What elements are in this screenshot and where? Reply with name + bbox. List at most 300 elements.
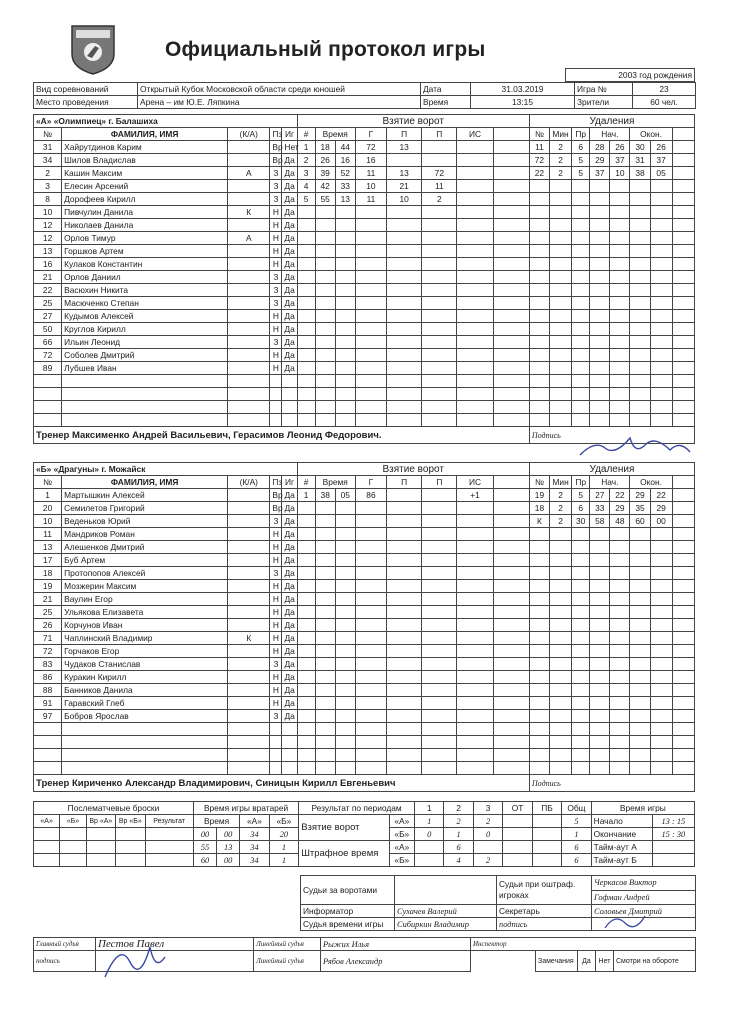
player-position: З	[270, 515, 282, 528]
goal-assist-1	[387, 297, 422, 310]
pen-reason	[572, 388, 590, 401]
player-name	[62, 762, 228, 775]
goal-scorer	[355, 632, 386, 645]
player-name: Соболев Дмитрий	[62, 349, 228, 362]
pen-reason	[572, 580, 590, 593]
player-num: 72	[34, 645, 62, 658]
pen-end-sec	[650, 645, 672, 658]
goal-assist-1	[387, 219, 422, 232]
player-row	[34, 271, 695, 284]
hdr-goal-is: ИС	[457, 476, 493, 489]
pen-end-sec	[650, 710, 672, 723]
player-name: Орлов Тимур	[62, 232, 228, 245]
player-role	[228, 528, 270, 541]
pen-player	[529, 671, 549, 684]
player-row	[34, 167, 695, 180]
player-role: А	[228, 232, 270, 245]
player-row	[34, 388, 695, 401]
player-position: Н	[270, 632, 282, 645]
gk-time-title: Время игры вратарей	[193, 802, 298, 815]
pen-player	[529, 710, 549, 723]
pen-start-min: 33	[590, 502, 610, 515]
pen-start-sec	[610, 723, 630, 736]
player-row	[34, 362, 695, 375]
pen-start-min	[590, 567, 610, 580]
goal-assist-1	[387, 541, 422, 554]
pen-start-min	[590, 219, 610, 232]
pen-start-min	[590, 232, 610, 245]
hdr-goal-p2: П	[422, 476, 457, 489]
pen-reason	[572, 323, 590, 336]
player-row	[34, 515, 695, 528]
pim-label: Штрафное время	[299, 841, 390, 867]
main-ref-label: Главный судья	[34, 938, 96, 951]
goal-situation	[457, 388, 493, 401]
pen-reason	[572, 245, 590, 258]
goal-judges-label: Судьи за воротами	[301, 876, 395, 905]
pen-start-min	[590, 645, 610, 658]
player-row	[34, 141, 695, 154]
pen-end-sec	[650, 414, 672, 427]
player-position	[270, 723, 282, 736]
goal-min	[315, 388, 335, 401]
goal-scorer	[355, 401, 386, 414]
goal-assist-1	[387, 375, 422, 388]
goal-num	[297, 401, 315, 414]
team_a-coach: Тренер Максименко Андрей Васильевич, Герасимов Леонид Федорович.	[34, 427, 530, 444]
goal-scorer	[355, 749, 386, 762]
goals-b-pb	[532, 828, 561, 841]
pen-min	[550, 658, 572, 671]
goal-situation	[457, 710, 493, 723]
goal-sec	[335, 658, 355, 671]
goal-sec	[335, 336, 355, 349]
goal-scorer: 10	[355, 180, 386, 193]
goal-situation	[457, 310, 493, 323]
pen-player	[529, 632, 549, 645]
goal-assist-2	[422, 567, 457, 580]
pen-end-min: 31	[630, 154, 650, 167]
goal-assist-1	[387, 658, 422, 671]
goal-num	[297, 414, 315, 427]
pen-player	[529, 645, 549, 658]
pen-reason	[572, 567, 590, 580]
pen-start-sec	[610, 632, 630, 645]
pen-min: 2	[550, 502, 572, 515]
hdr-pen-start: Нач.	[590, 476, 630, 489]
pen-player	[529, 528, 549, 541]
goal-situation	[457, 180, 493, 193]
player-played	[282, 414, 297, 427]
goal-sec	[335, 219, 355, 232]
goal-assist-2	[422, 554, 457, 567]
pen-reason	[572, 710, 590, 723]
pen-end-sec: 37	[650, 154, 672, 167]
player-row	[34, 541, 695, 554]
goal-scorer	[355, 336, 386, 349]
hdr-pen-num: №	[529, 128, 549, 141]
player-role: К	[228, 206, 270, 219]
player-position: Н	[270, 362, 282, 375]
goal-sec	[335, 375, 355, 388]
player-num: 88	[34, 684, 62, 697]
pen-min: 2	[549, 154, 571, 167]
pen-end-min	[630, 684, 650, 697]
player-role	[228, 375, 270, 388]
pen-end-sec	[650, 619, 672, 632]
pen-start-sec	[610, 567, 630, 580]
pen-min	[549, 284, 571, 297]
goal-num	[297, 671, 315, 684]
player-row	[34, 180, 695, 193]
pen-min	[550, 736, 572, 749]
hdr-ka: (К/А)	[228, 476, 270, 489]
player-played: Да	[282, 180, 297, 193]
goal-num	[297, 697, 315, 710]
pen-min	[550, 619, 572, 632]
pen-start-sec	[610, 388, 630, 401]
coach-a-signature	[575, 430, 695, 462]
pen-player	[529, 593, 549, 606]
player-name: Банников Данила	[62, 684, 228, 697]
pen-start-min	[590, 671, 610, 684]
player-played: Нет	[282, 141, 297, 154]
pen-end-sec	[650, 323, 672, 336]
pen-end-min	[630, 284, 650, 297]
pen-min	[549, 362, 571, 375]
pen-end-min	[630, 375, 650, 388]
gk-row-2-min: 55	[193, 841, 216, 854]
player-row	[34, 154, 695, 167]
goal-min	[315, 606, 335, 619]
player-row	[34, 554, 695, 567]
goals-a-p1: 1	[414, 815, 443, 828]
player-name: Хайрутдинов Карим	[62, 141, 228, 154]
goal-situation	[457, 154, 493, 167]
pen-end-sec: 05	[650, 167, 672, 180]
hdr-num: №	[34, 128, 62, 141]
goal-situation	[457, 167, 493, 180]
goal-assist-1	[387, 245, 422, 258]
pen-min	[550, 567, 572, 580]
pen-start-min	[590, 593, 610, 606]
team-a-table	[33, 114, 695, 444]
player-row	[34, 219, 695, 232]
goal-assist-2	[422, 658, 457, 671]
pen-end-sec	[650, 580, 672, 593]
player-role	[228, 388, 270, 401]
goal-min	[315, 736, 335, 749]
comp-label: Вид соревнований	[34, 83, 138, 96]
goal-num	[297, 502, 315, 515]
timekeeper-sign-label: подпись	[497, 918, 592, 931]
goal-assist-2	[422, 723, 457, 736]
pen-reason	[572, 658, 590, 671]
goal-situation	[457, 593, 493, 606]
line-ref-label-2: Линейный судья	[254, 951, 321, 972]
pen-end-min: 35	[630, 502, 650, 515]
goal-num: 1	[297, 489, 315, 502]
goal-min	[315, 762, 335, 775]
pen-end-min	[630, 180, 650, 193]
player-played: Да	[282, 206, 297, 219]
goal-min	[315, 528, 335, 541]
pen-start-sec	[610, 271, 630, 284]
pen-end-min	[630, 219, 650, 232]
goal-min	[315, 554, 335, 567]
goal-scorer: 16	[355, 154, 386, 167]
pen-start-min	[590, 349, 610, 362]
pen-player	[529, 310, 549, 323]
pen-end-min	[630, 554, 650, 567]
pen-min	[549, 375, 571, 388]
pim-b-pb	[532, 854, 561, 867]
pen-start-min	[590, 684, 610, 697]
goal-sec	[335, 619, 355, 632]
player-played: Да	[282, 154, 297, 167]
goals-a-ot	[503, 815, 532, 828]
timekeeper-label: Судья времени игры	[301, 918, 395, 931]
player-name: Корчунов Иван	[62, 619, 228, 632]
goal-scorer	[355, 284, 386, 297]
goal-scorer: 72	[355, 141, 386, 154]
player-num: 97	[34, 710, 62, 723]
player-position: Вр	[270, 489, 282, 502]
player-played: Да	[282, 271, 297, 284]
player-role	[228, 658, 270, 671]
player-role	[228, 541, 270, 554]
player-num: 66	[34, 336, 62, 349]
pim-b-p3: 2	[473, 854, 502, 867]
pen-min	[550, 580, 572, 593]
goal-num	[297, 258, 315, 271]
goal-sec	[335, 632, 355, 645]
goal-sec	[335, 284, 355, 297]
player-position: Н	[270, 245, 282, 258]
player-played: Да	[282, 658, 297, 671]
player-num	[34, 388, 62, 401]
player-name: Бобров Ярослав	[62, 710, 228, 723]
pen-start-sec	[610, 193, 630, 206]
player-name: Семилетов Григорий	[62, 502, 228, 515]
player-role	[228, 180, 270, 193]
hdr-goal-p2: П	[422, 128, 457, 141]
pen-start-min: 37	[590, 167, 610, 180]
goal-num	[297, 723, 315, 736]
player-played: Да	[282, 697, 297, 710]
gk-row-1-b: 20	[269, 828, 299, 841]
goal-situation	[457, 141, 493, 154]
goal-num: 2	[297, 154, 315, 167]
pen-start-min	[590, 697, 610, 710]
goal-situation	[457, 375, 493, 388]
player-role	[228, 684, 270, 697]
player-role	[228, 154, 270, 167]
goal-sec: 33	[335, 180, 355, 193]
pen-start-sec	[610, 232, 630, 245]
pen-end-sec	[650, 336, 672, 349]
player-name: Кашин Максим	[62, 167, 228, 180]
player-position: Н	[270, 697, 282, 710]
player-position	[270, 375, 282, 388]
pen-end-sec	[650, 658, 672, 671]
pen-min	[550, 762, 572, 775]
player-row	[34, 528, 695, 541]
player-played: Да	[282, 245, 297, 258]
goal-assist-2	[422, 297, 457, 310]
pen-end-min	[630, 762, 650, 775]
goal-sec	[335, 349, 355, 362]
goal-sec	[335, 388, 355, 401]
goal-sec	[335, 710, 355, 723]
pen-reason	[572, 632, 590, 645]
time-value: 13:15	[471, 96, 575, 109]
goal-assist-2	[422, 206, 457, 219]
goal-min	[315, 619, 335, 632]
goals-b-total: 1	[562, 828, 591, 841]
goal-num: 3	[297, 167, 315, 180]
player-name: Николаев Данила	[62, 219, 228, 232]
pen-min: 2	[550, 489, 572, 502]
player-role	[228, 258, 270, 271]
so-a-header: «А»	[34, 815, 60, 828]
spect-value: 60 чел.	[633, 96, 696, 109]
player-row	[34, 375, 695, 388]
player-played: Да	[282, 554, 297, 567]
goal-assist-1	[387, 580, 422, 593]
player-role	[228, 580, 270, 593]
player-role	[228, 362, 270, 375]
player-position: З	[270, 193, 282, 206]
pen-reason	[572, 645, 590, 658]
goal-situation	[457, 749, 493, 762]
goal-min	[315, 323, 335, 336]
player-position	[270, 762, 282, 775]
pen-end-sec	[650, 736, 672, 749]
goal-min	[315, 362, 335, 375]
player-row	[34, 684, 695, 697]
player-num: 22	[34, 284, 62, 297]
pen-start-min	[590, 749, 610, 762]
goal-num	[297, 297, 315, 310]
goal-situation	[457, 684, 493, 697]
goal-min	[315, 658, 335, 671]
player-played: Да	[282, 336, 297, 349]
goal-situation	[457, 258, 493, 271]
goal-num	[297, 580, 315, 593]
birth-year: 2003 год рождения	[566, 69, 695, 82]
goal-situation	[457, 245, 493, 258]
spect-label: Зрители	[575, 96, 633, 109]
player-role	[228, 502, 270, 515]
goal-assist-1	[387, 232, 422, 245]
player-name	[62, 401, 228, 414]
goal-min	[315, 271, 335, 284]
pen-start-sec: 26	[610, 141, 630, 154]
player-num: 3	[34, 180, 62, 193]
goal-min	[315, 723, 335, 736]
goal-assist-1	[387, 258, 422, 271]
pen-end-min	[630, 736, 650, 749]
pen-start-min	[590, 323, 610, 336]
player-row	[34, 232, 695, 245]
ot-header: ОТ	[503, 802, 532, 815]
goal-sec	[335, 245, 355, 258]
gk-time-header: Время	[193, 815, 239, 828]
goal-sec	[335, 697, 355, 710]
goal-assist-2	[422, 671, 457, 684]
player-row	[34, 736, 695, 749]
player-role	[228, 606, 270, 619]
goal-min	[315, 232, 335, 245]
pen-end-min	[630, 658, 650, 671]
pen-end-min	[630, 606, 650, 619]
periods-title: Результат по периодам	[299, 802, 415, 815]
pen-start-sec	[610, 762, 630, 775]
goal-assist-2	[422, 310, 457, 323]
goal-num	[297, 541, 315, 554]
goal-assist-1	[387, 502, 422, 515]
goal-assist-2	[422, 489, 457, 502]
pen-player	[529, 375, 549, 388]
pen-start-sec	[610, 323, 630, 336]
pen-end-sec	[650, 362, 672, 375]
goal-scorer	[355, 502, 386, 515]
goal-assist-2	[422, 632, 457, 645]
player-row	[34, 401, 695, 414]
pen-start-sec	[610, 245, 630, 258]
pen-reason	[572, 554, 590, 567]
player-name: Кулаков Константин	[62, 258, 228, 271]
pen-end-min	[630, 580, 650, 593]
pen-min	[549, 271, 571, 284]
goal-scorer	[355, 310, 386, 323]
goal-sec: 16	[335, 154, 355, 167]
player-row	[34, 762, 695, 775]
player-played: Да	[282, 232, 297, 245]
goal-situation	[457, 502, 493, 515]
player-played: Да	[282, 323, 297, 336]
player-row	[34, 632, 695, 645]
pen-player	[529, 388, 549, 401]
pim-a-p1	[414, 841, 443, 854]
goal-scorer: 11	[355, 193, 386, 206]
pen-start-sec: 29	[610, 502, 630, 515]
player-played	[282, 762, 297, 775]
pen-min	[550, 606, 572, 619]
goal-sec	[335, 684, 355, 697]
goal-min	[315, 632, 335, 645]
gk-row-3-sec: 00	[217, 854, 240, 867]
pen-start-min	[590, 619, 610, 632]
pen-player: 72	[529, 154, 549, 167]
goal-min	[315, 671, 335, 684]
pen-end-sec: 00	[650, 515, 672, 528]
goal-min: 26	[315, 154, 335, 167]
pen-start-sec	[610, 297, 630, 310]
goal-sec: 05	[335, 489, 355, 502]
goal-assist-1	[387, 749, 422, 762]
pen-end-min	[630, 297, 650, 310]
goal-scorer	[355, 593, 386, 606]
goal-min	[315, 502, 335, 515]
goal-min	[315, 297, 335, 310]
player-name: Ульякова Елизавета	[62, 606, 228, 619]
goal-sec	[335, 580, 355, 593]
player-position: З	[270, 336, 282, 349]
player-row	[34, 310, 695, 323]
pen-end-sec: 22	[650, 489, 672, 502]
